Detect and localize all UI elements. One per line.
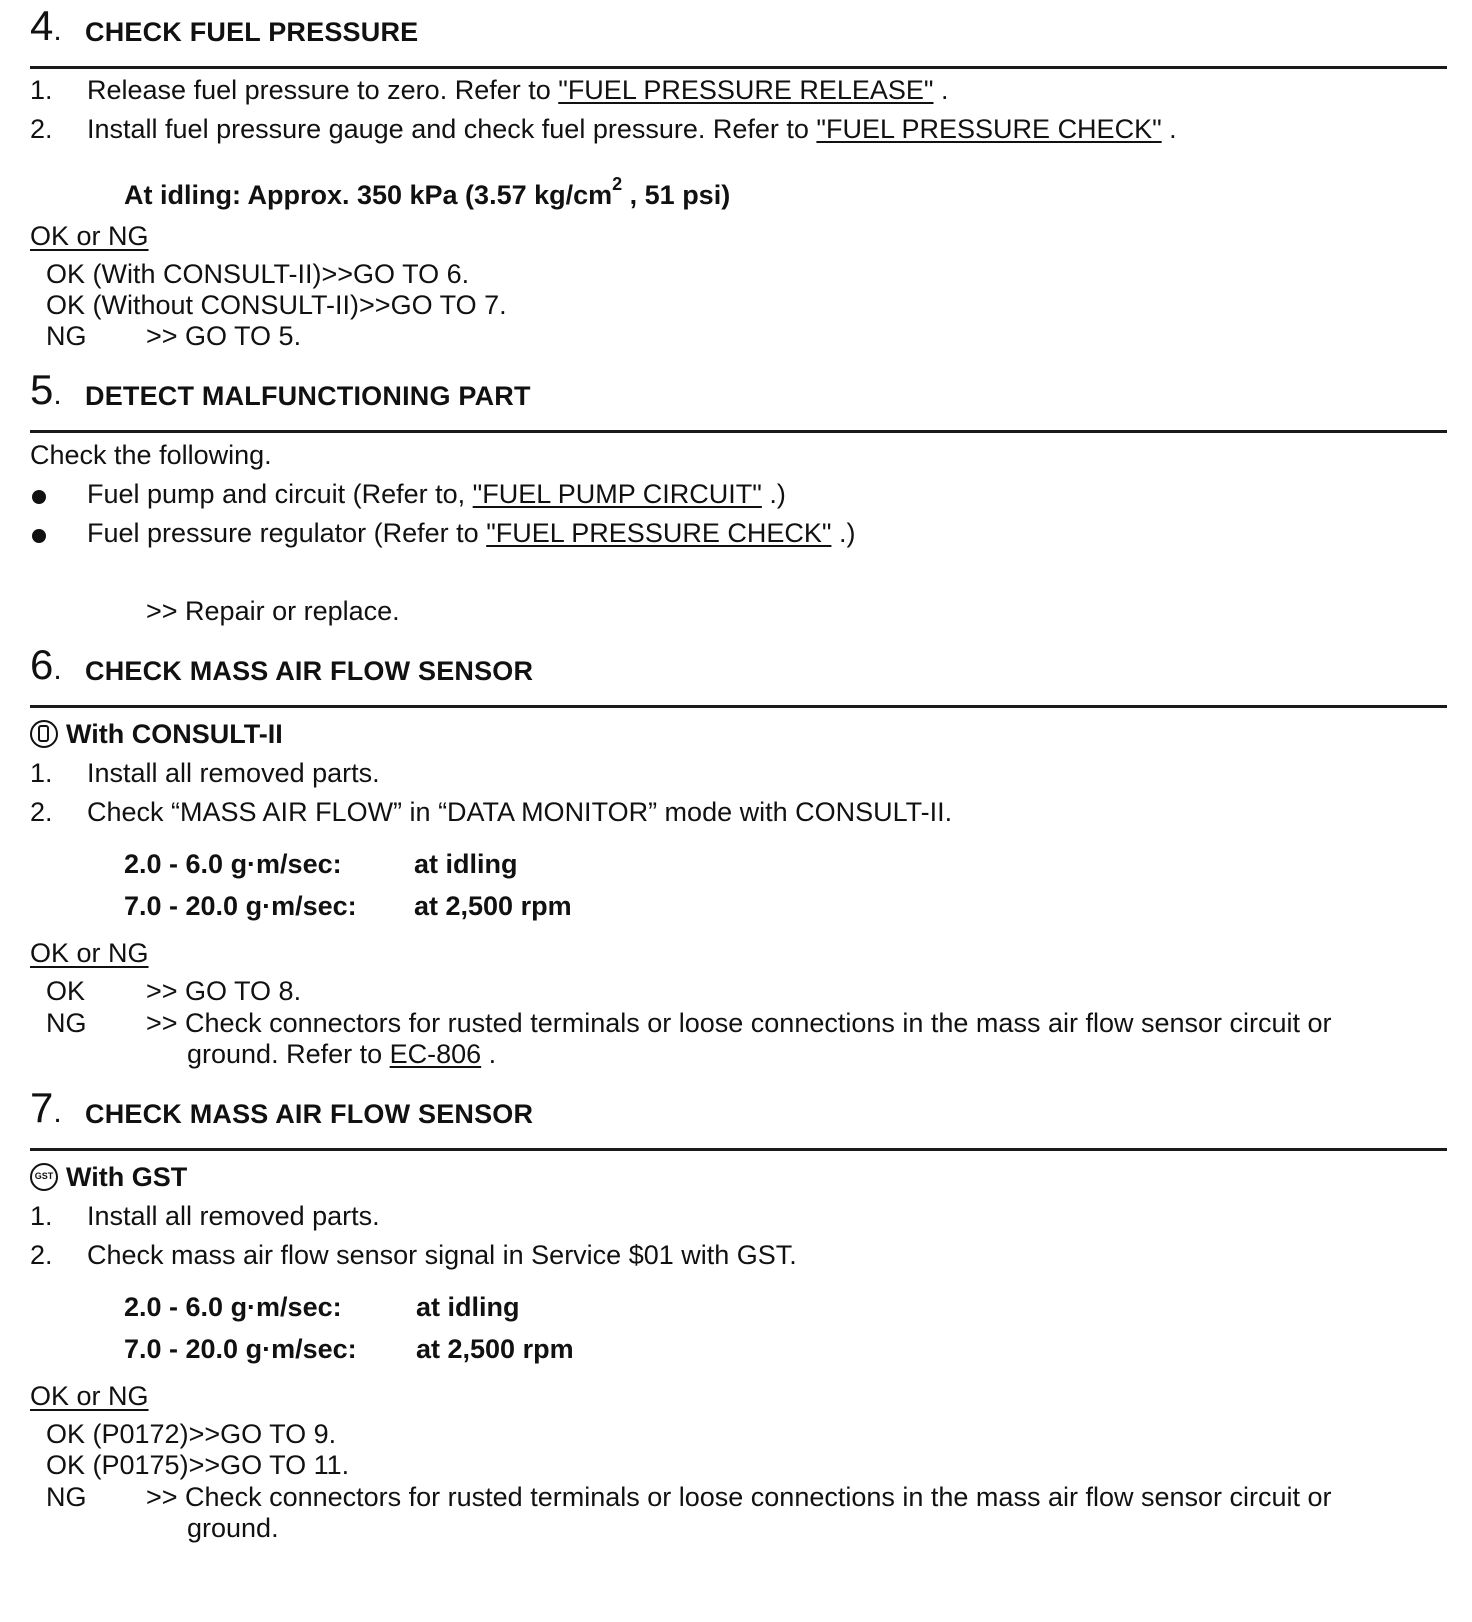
step-text: Check “MASS AIR FLOW” in “DATA MONITOR” mode with CONSULT-II. [87, 797, 953, 827]
subheading-with-gst [30, 1161, 187, 1193]
result-value: >> Check connectors for rusted terminals or loose connections in the mass air flow sensor circuit or [146, 1482, 1332, 1512]
step-text: Install all removed parts. [87, 1201, 380, 1231]
result-line: OK (P0175)>>GO TO 11. [46, 1450, 350, 1480]
result-value: >> GO TO 5. [146, 321, 302, 351]
section-title: CHECK MASS AIR FLOW SENSOR [85, 656, 534, 686]
step-text: Check mass air flow sensor signal in Service $01 with GST. [87, 1240, 797, 1270]
step-text: Install fuel pressure gauge and check fuel pressure. Refer to [87, 114, 817, 144]
step-tail: . [1161, 114, 1177, 144]
section-6-header [30, 639, 1447, 708]
spec-range: 7.0 - 20.0 g·m/sec: [124, 891, 357, 921]
step-number: 1. [30, 1201, 53, 1231]
result-key: NG [46, 1008, 87, 1038]
subheading-text: With GST [66, 1162, 188, 1192]
link-fuel-pressure-check[interactable]: "FUEL PRESSURE CHECK" [486, 518, 832, 548]
spec-range: 7.0 - 20.0 g·m/sec: [124, 1334, 357, 1364]
ok-or-ng-label: OK or NG [30, 1381, 149, 1411]
result-key: NG [46, 1482, 87, 1512]
link-ec-806[interactable]: EC-806 [389, 1039, 482, 1069]
bullet-text: Fuel pressure regulator (Refer to [87, 518, 487, 548]
section-number: 5. [30, 366, 62, 413]
section-number: 6. [30, 641, 62, 688]
section-7-header [30, 1082, 1447, 1151]
spec-text-tail: , 51 psi) [622, 180, 731, 210]
result-line: OK (With CONSULT-II)>>GO TO 6. [46, 259, 470, 289]
step-number: 1. [30, 75, 53, 105]
spec-condition: at 2,500 rpm [416, 1334, 574, 1364]
section-title: CHECK MASS AIR FLOW SENSOR [85, 1099, 534, 1129]
result-key: NG [46, 321, 87, 351]
result-continuation: ground. [187, 1513, 279, 1543]
spec-text: At idling: Approx. 350 kPa (3.57 kg/cm [124, 180, 613, 210]
spec-superscript: 2 [612, 174, 623, 194]
spec-condition: at 2,500 rpm [414, 891, 572, 921]
step-number: 1. [30, 758, 53, 788]
result-line: OK (Without CONSULT-II)>>GO TO 7. [46, 290, 507, 320]
section-title: CHECK FUEL PRESSURE [85, 17, 419, 47]
result-line: OK (P0172)>>GO TO 9. [46, 1419, 337, 1449]
bullet-tail: .) [831, 518, 856, 548]
step-tail: . [933, 75, 949, 105]
step-text: Release fuel pressure to zero. Refer to [87, 75, 559, 105]
section-5-header [30, 364, 1447, 433]
spec-range: 2.0 - 6.0 g·m/sec: [124, 849, 342, 879]
result-value: >> Check connectors for rusted terminals or loose connections in the mass air flow sensor circuit or [146, 1008, 1332, 1038]
section-4-header [30, 0, 1447, 69]
action-text: >> Repair or replace. [146, 596, 400, 626]
step-number: 2. [30, 797, 53, 827]
continuation-text: ground. Refer to [187, 1039, 390, 1069]
section-title: DETECT MALFUNCTIONING PART [85, 381, 531, 411]
result-continuation [187, 1038, 496, 1070]
gst-icon: GST [30, 1163, 58, 1191]
spec-range: 2.0 - 6.0 g·m/sec: [124, 1292, 342, 1322]
continuation-tail: . [481, 1039, 497, 1069]
section-number: 4. [30, 2, 62, 49]
result-value: >> GO TO 8. [146, 976, 302, 1006]
subheading-text: With CONSULT-II [66, 719, 283, 749]
spec-condition: at idling [414, 849, 518, 879]
consult-ii-icon [30, 720, 58, 748]
bullet-tail: .) [761, 479, 786, 509]
step-number: 2. [30, 114, 53, 144]
ok-or-ng-label: OK or NG [30, 221, 149, 251]
link-fuel-pump-circuit[interactable]: "FUEL PUMP CIRCUIT" [472, 479, 762, 509]
intro-text: Check the following. [30, 440, 272, 470]
bullet-icon [32, 490, 46, 504]
step-number: 2. [30, 1240, 53, 1270]
result-key: OK [46, 976, 86, 1006]
bullet-icon [32, 529, 46, 543]
spec-fuel-pressure [124, 172, 730, 211]
spec-condition: at idling [416, 1292, 520, 1322]
step-text: Install all removed parts. [87, 758, 380, 788]
link-fuel-pressure-release[interactable]: "FUEL PRESSURE RELEASE" [558, 75, 934, 105]
ok-or-ng-label: OK or NG [30, 938, 149, 968]
bullet-text: Fuel pump and circuit (Refer to, [87, 479, 473, 509]
link-fuel-pressure-check[interactable]: "FUEL PRESSURE CHECK" [816, 114, 1162, 144]
section-number: 7. [30, 1084, 62, 1131]
subheading-with-consult [30, 718, 283, 750]
